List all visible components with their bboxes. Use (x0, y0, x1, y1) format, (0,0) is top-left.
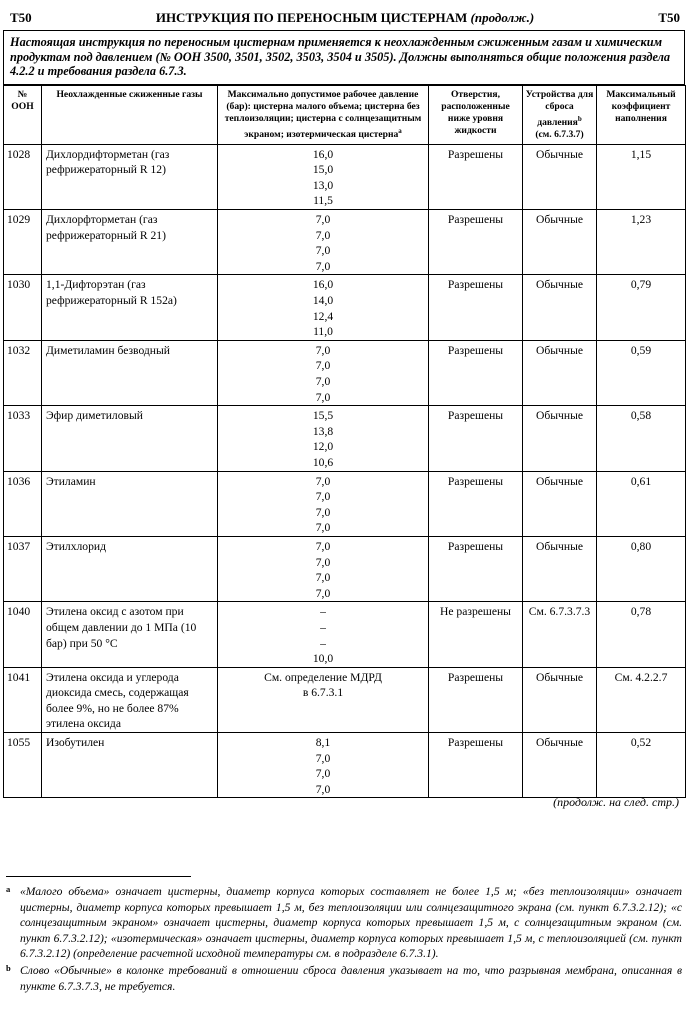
instruction-code-left: T50 (10, 10, 32, 25)
pressure-value: 16,0 (312, 147, 334, 161)
footnote-b (6, 963, 682, 994)
continued-note: (продолж. на след. стр.) (553, 795, 679, 809)
pressure-value: 7,0 (315, 359, 331, 373)
fill-ratio-cell: 0,52 (597, 733, 686, 798)
fill-ratio-cell: 0,59 (597, 340, 686, 405)
pressure-value: 13,0 (312, 178, 334, 192)
intro-paragraph: Настоящая инструкция по переносным цистернам применяется к неохлажденным сжиженным газам и химическим продуктам под давлением (№ ООН 3500, 3501, 3502, 3503, 3504 и 3505). Должны выполняться общие положения раздела 4.2.2 и требования раздела 6.7.3. (3, 31, 685, 85)
openings-cell: Разрешены (429, 733, 523, 798)
pressure-value: 7,0 (315, 490, 331, 504)
pressure-value: 7,0 (315, 751, 331, 765)
pressure-value: 7,0 (315, 555, 331, 569)
pressure-cell (218, 667, 429, 732)
relief-cell: Обычные (523, 144, 597, 209)
un-number-cell: 1033 (4, 406, 42, 471)
pressure-value: 7,0 (315, 474, 331, 488)
openings-cell: Разрешены (429, 144, 523, 209)
footnote-mark: a (6, 884, 11, 894)
gas-name-cell: Дихлорфторметан (газ рефрижераторный R 21) (42, 210, 218, 275)
pressure-value: – (320, 620, 326, 634)
table-row (4, 733, 686, 798)
pressure-cell (218, 733, 429, 798)
relief-cell: Обычные (523, 340, 597, 405)
relief-cell: Обычные (523, 210, 597, 275)
pressure-value: 14,0 (312, 294, 334, 308)
table-row (4, 340, 686, 405)
pressure-value: 10,6 (312, 455, 334, 469)
table-header-row (4, 85, 686, 144)
page-title-text: ИНСТРУКЦИЯ ПО ПЕРЕНОСНЫМ ЦИСТЕРНАМ (155, 10, 468, 25)
pressure-value: 12,4 (312, 309, 334, 323)
pressure-value: в 6.7.3.1 (302, 686, 344, 700)
col-header-relief-text: Устройства для сброса давления (525, 88, 594, 128)
pressure-value: 12,0 (312, 440, 334, 454)
un-number-cell: 1055 (4, 733, 42, 798)
pressure-value: 13,8 (312, 424, 334, 438)
col-header-relief-ref: (см. 6.7.3.7) (535, 128, 584, 140)
fill-ratio-cell: 1,23 (597, 210, 686, 275)
relief-cell: Обычные (523, 536, 597, 601)
openings-cell: Разрешены (429, 536, 523, 601)
col-header-relief (523, 85, 597, 144)
pressure-cell (218, 144, 429, 209)
table-row (4, 144, 686, 209)
pressure-cell (218, 340, 429, 405)
fill-ratio-cell: См. 4.2.2.7 (597, 667, 686, 732)
footnote-a (6, 884, 682, 962)
gas-name-cell: Изобутилен (42, 733, 218, 798)
gas-name-cell: Этиламин (42, 471, 218, 536)
relief-cell: См. 6.7.3.7.3 (523, 602, 597, 667)
pressure-value: 11,5 (313, 194, 333, 208)
page-title (10, 10, 680, 26)
table-row (4, 471, 686, 536)
fill-ratio-cell: 0,79 (597, 275, 686, 340)
pressure-value: 11,0 (313, 325, 333, 339)
col-header-name: Неохлажденные сжиженные газы (42, 85, 218, 144)
col-header-fill: Максимальный коэффициент наполнения (597, 85, 686, 144)
footnote-mark: b (6, 963, 11, 973)
relief-cell: Обычные (523, 733, 597, 798)
un-number-cell: 1040 (4, 602, 42, 667)
un-number-cell: 1036 (4, 471, 42, 536)
pressure-value: 16,0 (312, 278, 334, 292)
openings-cell: Разрешены (429, 667, 523, 732)
footnote-ref-a: a (398, 126, 402, 135)
pressure-value: 7,0 (315, 782, 331, 796)
instruction-frame (3, 30, 685, 798)
pressure-value: См. определение МДРД (264, 670, 382, 684)
pressure-cell (218, 602, 429, 667)
un-number-cell: 1028 (4, 144, 42, 209)
pressure-value: 15,0 (312, 163, 334, 177)
table-body (4, 144, 686, 798)
pressure-value: 7,0 (315, 505, 331, 519)
gas-name-cell: Диметиламин безводный (42, 340, 218, 405)
col-header-pressure-text: Максимально допустимое рабочее давление (бар): цистерна малого объема; цистерна без теплоизоляции; цистерна с солнцезащитным экраном; изотермическая цистерна (224, 88, 422, 140)
relief-cell: Обычные (523, 471, 597, 536)
un-number-cell: 1030 (4, 275, 42, 340)
pressure-value: 7,0 (315, 259, 331, 273)
pressure-value: 7,0 (315, 390, 331, 404)
pressure-value: – (320, 636, 326, 650)
un-number-cell: 1041 (4, 667, 42, 732)
gas-name-cell: Этилена оксид с азотом при общем давлении до 1 МПа (10 бар) при 50 °С (42, 602, 218, 667)
gas-name-cell: Эфир диметиловый (42, 406, 218, 471)
openings-cell: Разрешены (429, 406, 523, 471)
relief-cell: Обычные (523, 667, 597, 732)
pressure-cell (218, 210, 429, 275)
table-row (4, 406, 686, 471)
instruction-code-right: T50 (658, 10, 680, 25)
pressure-cell (218, 406, 429, 471)
gas-name-cell: Этилена оксида и углерода диоксида смесь, содержащая более 9%, но не более 87% этилена оксида (42, 667, 218, 732)
pressure-cell (218, 275, 429, 340)
pressure-value: 7,0 (315, 586, 331, 600)
pressure-value: 7,0 (315, 521, 331, 535)
gas-name-cell: Этилхлорид (42, 536, 218, 601)
un-number-cell: 1037 (4, 536, 42, 601)
footnote-text: «Малого объема» означает цистерны, диаметр корпуса которых составляет не более 1,5 м; «без теплоизоляции» означает цистерны, диаметр корпуса которых превышает 1,5 м, без теплоизоляции или солнцезащитного экрана (см. пункт 6.7.3.2.12); «с солнцезащитным экраном» означает цистерны, диаметр корпуса которых превышает 1,5 м, с солнцезащитным экраном (см. пункт 6.7.3.2.12); «изотермическая» означает цистерны, диаметр корпуса которых превышает 1,5 м, с теплоизоляцией (см. пункт 6.7.3.2.12) (определение расчетной исходной температуры см. в подразделе 6.7.3.1). (20, 885, 682, 961)
pressure-value: 15,5 (312, 409, 334, 423)
fill-ratio-cell: 0,80 (597, 536, 686, 601)
pressure-value: 7,0 (315, 343, 331, 357)
table-row (4, 667, 686, 732)
relief-cell: Обычные (523, 275, 597, 340)
col-header-pressure (218, 85, 429, 144)
pressure-cell (218, 471, 429, 536)
openings-cell: Не разрешены (429, 602, 523, 667)
gas-name-cell: 1,1-Дифторэтан (газ рефрижераторный R 152a) (42, 275, 218, 340)
pressure-value: 7,0 (315, 539, 331, 553)
openings-cell: Разрешены (429, 210, 523, 275)
footnote-text: Слово «Обычные» в колонке требований в отношении сброса давления указывает на то, что разрывная мембрана, описанная в пункте 6.7.3.7.3, не требуется. (20, 964, 682, 993)
gas-table (3, 85, 686, 799)
pressure-value: 7,0 (315, 767, 331, 781)
pressure-value: 7,0 (315, 244, 331, 258)
fill-ratio-cell: 0,58 (597, 406, 686, 471)
pressure-value: 7,0 (315, 213, 331, 227)
pressure-value: 7,0 (315, 571, 331, 585)
page-title-suffix: (продолж.) (470, 10, 535, 25)
table-row (4, 210, 686, 275)
fill-ratio-cell: 0,61 (597, 471, 686, 536)
pressure-value: 10,0 (312, 652, 334, 666)
table-row (4, 602, 686, 667)
footnote-rule (6, 876, 191, 877)
col-header-un: № ООН (4, 85, 42, 144)
openings-cell: Разрешены (429, 340, 523, 405)
col-header-openings: Отверстия, расположенные ниже уровня жидкости (429, 85, 523, 144)
un-number-cell: 1032 (4, 340, 42, 405)
pressure-value: 7,0 (315, 228, 331, 242)
openings-cell: Разрешены (429, 471, 523, 536)
table-row (4, 275, 686, 340)
pressure-value: – (320, 605, 326, 619)
pressure-cell (218, 536, 429, 601)
un-number-cell: 1029 (4, 210, 42, 275)
footnote-ref-b: b (577, 114, 582, 123)
table-row (4, 536, 686, 601)
openings-cell: Разрешены (429, 275, 523, 340)
fill-ratio-cell: 1,15 (597, 144, 686, 209)
relief-cell: Обычные (523, 406, 597, 471)
page-header (10, 6, 680, 28)
fill-ratio-cell: 0,78 (597, 602, 686, 667)
gas-name-cell: Дихлордифторметан (газ рефрижераторный R 12) (42, 144, 218, 209)
pressure-value: 8,1 (315, 736, 331, 750)
pressure-value: 7,0 (315, 375, 331, 388)
